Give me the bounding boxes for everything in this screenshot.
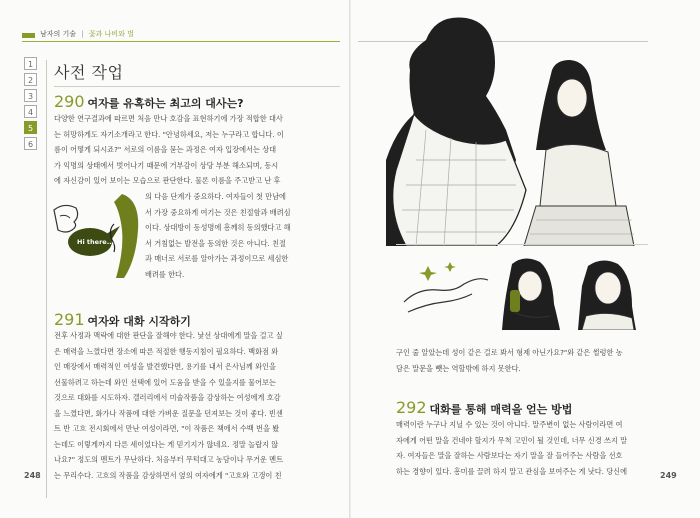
text-line: 서 거침없는 발전을 동의한 것은 아니다. 친절 <box>145 238 286 248</box>
heading-292-number: 292 <box>396 398 427 417</box>
text-line: 다양한 연구결과에 따르면 처음 만나 호감을 표현하기에 가장 적합한 대사 <box>54 114 283 123</box>
paragraph-291-continued <box>396 345 652 376</box>
running-header <box>40 29 134 39</box>
page-number-right: 249 <box>660 471 677 480</box>
heading-291 <box>54 310 191 329</box>
header-chapter: 꽃과 나비와 벌 <box>88 30 134 38</box>
hands-illustration <box>398 258 490 318</box>
section-rule <box>54 86 340 87</box>
paragraph-290-wrap <box>145 189 340 282</box>
text-line: 의 다음 단계가 중요하다. 여자들이 첫 만남에 <box>145 192 286 201</box>
header-rule <box>22 41 340 42</box>
chapter-tab-5: 5 <box>24 121 37 134</box>
heading-292-title: 대화를 통해 매력을 얻는 방법 <box>429 403 573 416</box>
woman-top <box>540 144 616 206</box>
text-line: 름이 어떻게 되시죠?" 서로의 이름을 묻는 과정은 여자 입장에서는 상대 <box>54 145 277 154</box>
woman-portrait-illustration <box>574 256 642 330</box>
text-line: 배려를 한다. <box>145 269 185 279</box>
text-line: 가 익명의 상태에서 벗어나기 때문에 거부감이 상당 부분 해소되며, 동시 <box>54 160 279 170</box>
sparkle-icon <box>419 266 437 281</box>
sparkle-icon <box>444 262 456 272</box>
text-line: 담은 말문을 뺏는 역할밖에 하지 못한다. <box>396 363 521 373</box>
text-line: 는 허망하게도 자기소개라고 한다. "안녕하세요, 저는 누구라고 합니다. 이 <box>54 129 284 139</box>
heading-290 <box>54 92 244 111</box>
chapter-tab-4: 4 <box>24 105 37 118</box>
page-number-left: 248 <box>24 471 41 480</box>
chapter-tab-3: 3 <box>24 89 37 102</box>
chapter-tab-1: 1 <box>24 57 37 70</box>
text-line: 선물하려고 하는데 와인 선택에 있어 도움을 받을 수 있을지를 물어보는 <box>54 377 276 387</box>
paragraph-290 <box>54 111 340 189</box>
paragraph-292 <box>396 417 652 479</box>
text-line: 는 무리수다. 고흐의 작품을 감상하면서 옆의 여자에게 "고흐와 고갱이 친 <box>54 470 282 480</box>
header-book-title: 남자의 기술 <box>40 30 77 38</box>
text-line: 자. 여자들은 말을 잘하는 사람보다는 자기 말을 잘 들어주는 사람을 선호 <box>396 451 623 460</box>
text-line: 매력이란 누구나 지닐 수 있는 것이 아니다. 말주변이 없는 사람이라면 여 <box>396 420 623 429</box>
text-line: 구인 줄 알았는데 성이 같은 걸로 봐서 형제 아닌가요?"와 같은 썰렁한 농 <box>396 348 623 357</box>
text-line: 자에게 어떤 말을 건네야 할지가 무척 고민이 될 것인데, 너무 신경 쓰지 말 <box>396 435 628 445</box>
text-line: 나요?" 정도의 멘트가 무난하다. 처음부터 무턱대고 농담이나 무거운 멘트 <box>54 455 284 464</box>
text-line: 과 매너로 서로를 알아가는 과정이므로 세심한 <box>145 254 289 263</box>
text-line: 것으로 대화를 시도하자. 갤러리에서 미술작품을 감상하는 여성에게 호감 <box>54 393 281 402</box>
margin-rule <box>46 60 47 498</box>
heading-291-title: 여자와 대화 시작하기 <box>87 315 191 328</box>
heading-292 <box>396 398 572 417</box>
text-line: 트 반 고흐 전시회에서 만난 여성이라면, "이 작품은 책에서 수백 번을 봤 <box>54 424 280 433</box>
header-marker <box>22 33 35 38</box>
chapter-tab-6: 6 <box>24 137 37 150</box>
text-line: 을 느꼈다면, 화가나 작품에 대한 가벼운 질문을 던져보는 것이 좋다. 빈센 <box>54 408 283 418</box>
text-line: 하는 경향이 있다. 흥미를 끌려 하지 말고 관심을 보여주는 게 낫다. 당신에 <box>396 466 628 476</box>
heading-290-number: 290 <box>54 92 85 111</box>
text-line: 이다. 상대방이 동성명에 흥께히 동의했다고 해 <box>145 223 291 232</box>
speech-bubble-text: Hi there... <box>77 238 115 246</box>
chapter-tab-2: 2 <box>24 73 37 86</box>
chapter-tabs <box>24 57 37 153</box>
page-gutter <box>349 0 351 518</box>
woman-face <box>557 79 587 117</box>
text-line: 서 가장 중요하게 여기는 것은 친절함과 배려심 <box>145 207 291 217</box>
woman-drinking-illustration <box>494 254 566 330</box>
whisper-illustration <box>50 190 142 282</box>
text-line: 에 자신감이 있어 보이는 모습으로 판단한다. 물론 이름을 주고받고 난 후 <box>54 176 281 185</box>
text-line: 은 매력을 느꼈다면 장소에 따른 적절한 행동지침이 필요하다. 백화점 와 <box>54 346 279 356</box>
paragraph-291 <box>54 328 340 483</box>
section-title: 사전 작업 <box>54 63 124 82</box>
illustration-rule <box>396 244 648 245</box>
text-line: 는데도 이렇게까지 다른 세이었다는 게 믿기지가 않네요. 정말 놀랍지 않 <box>54 439 279 449</box>
couple-illustration <box>386 10 648 246</box>
text-line: 전후 사정과 맥락에 대한 판단을 잘해야 한다. 낯선 상대에게 말을 걸고 싶 <box>54 331 283 340</box>
heading-291-number: 291 <box>54 310 85 329</box>
header-separator: | <box>81 30 84 38</box>
glass-icon <box>510 290 520 312</box>
heading-290-title: 여자를 유혹하는 최고의 대사는? <box>87 97 244 110</box>
text-line: 인 매장에서 매력적인 여성을 발견했다면, 용기를 내서 은사님께 와인을 <box>54 362 276 371</box>
